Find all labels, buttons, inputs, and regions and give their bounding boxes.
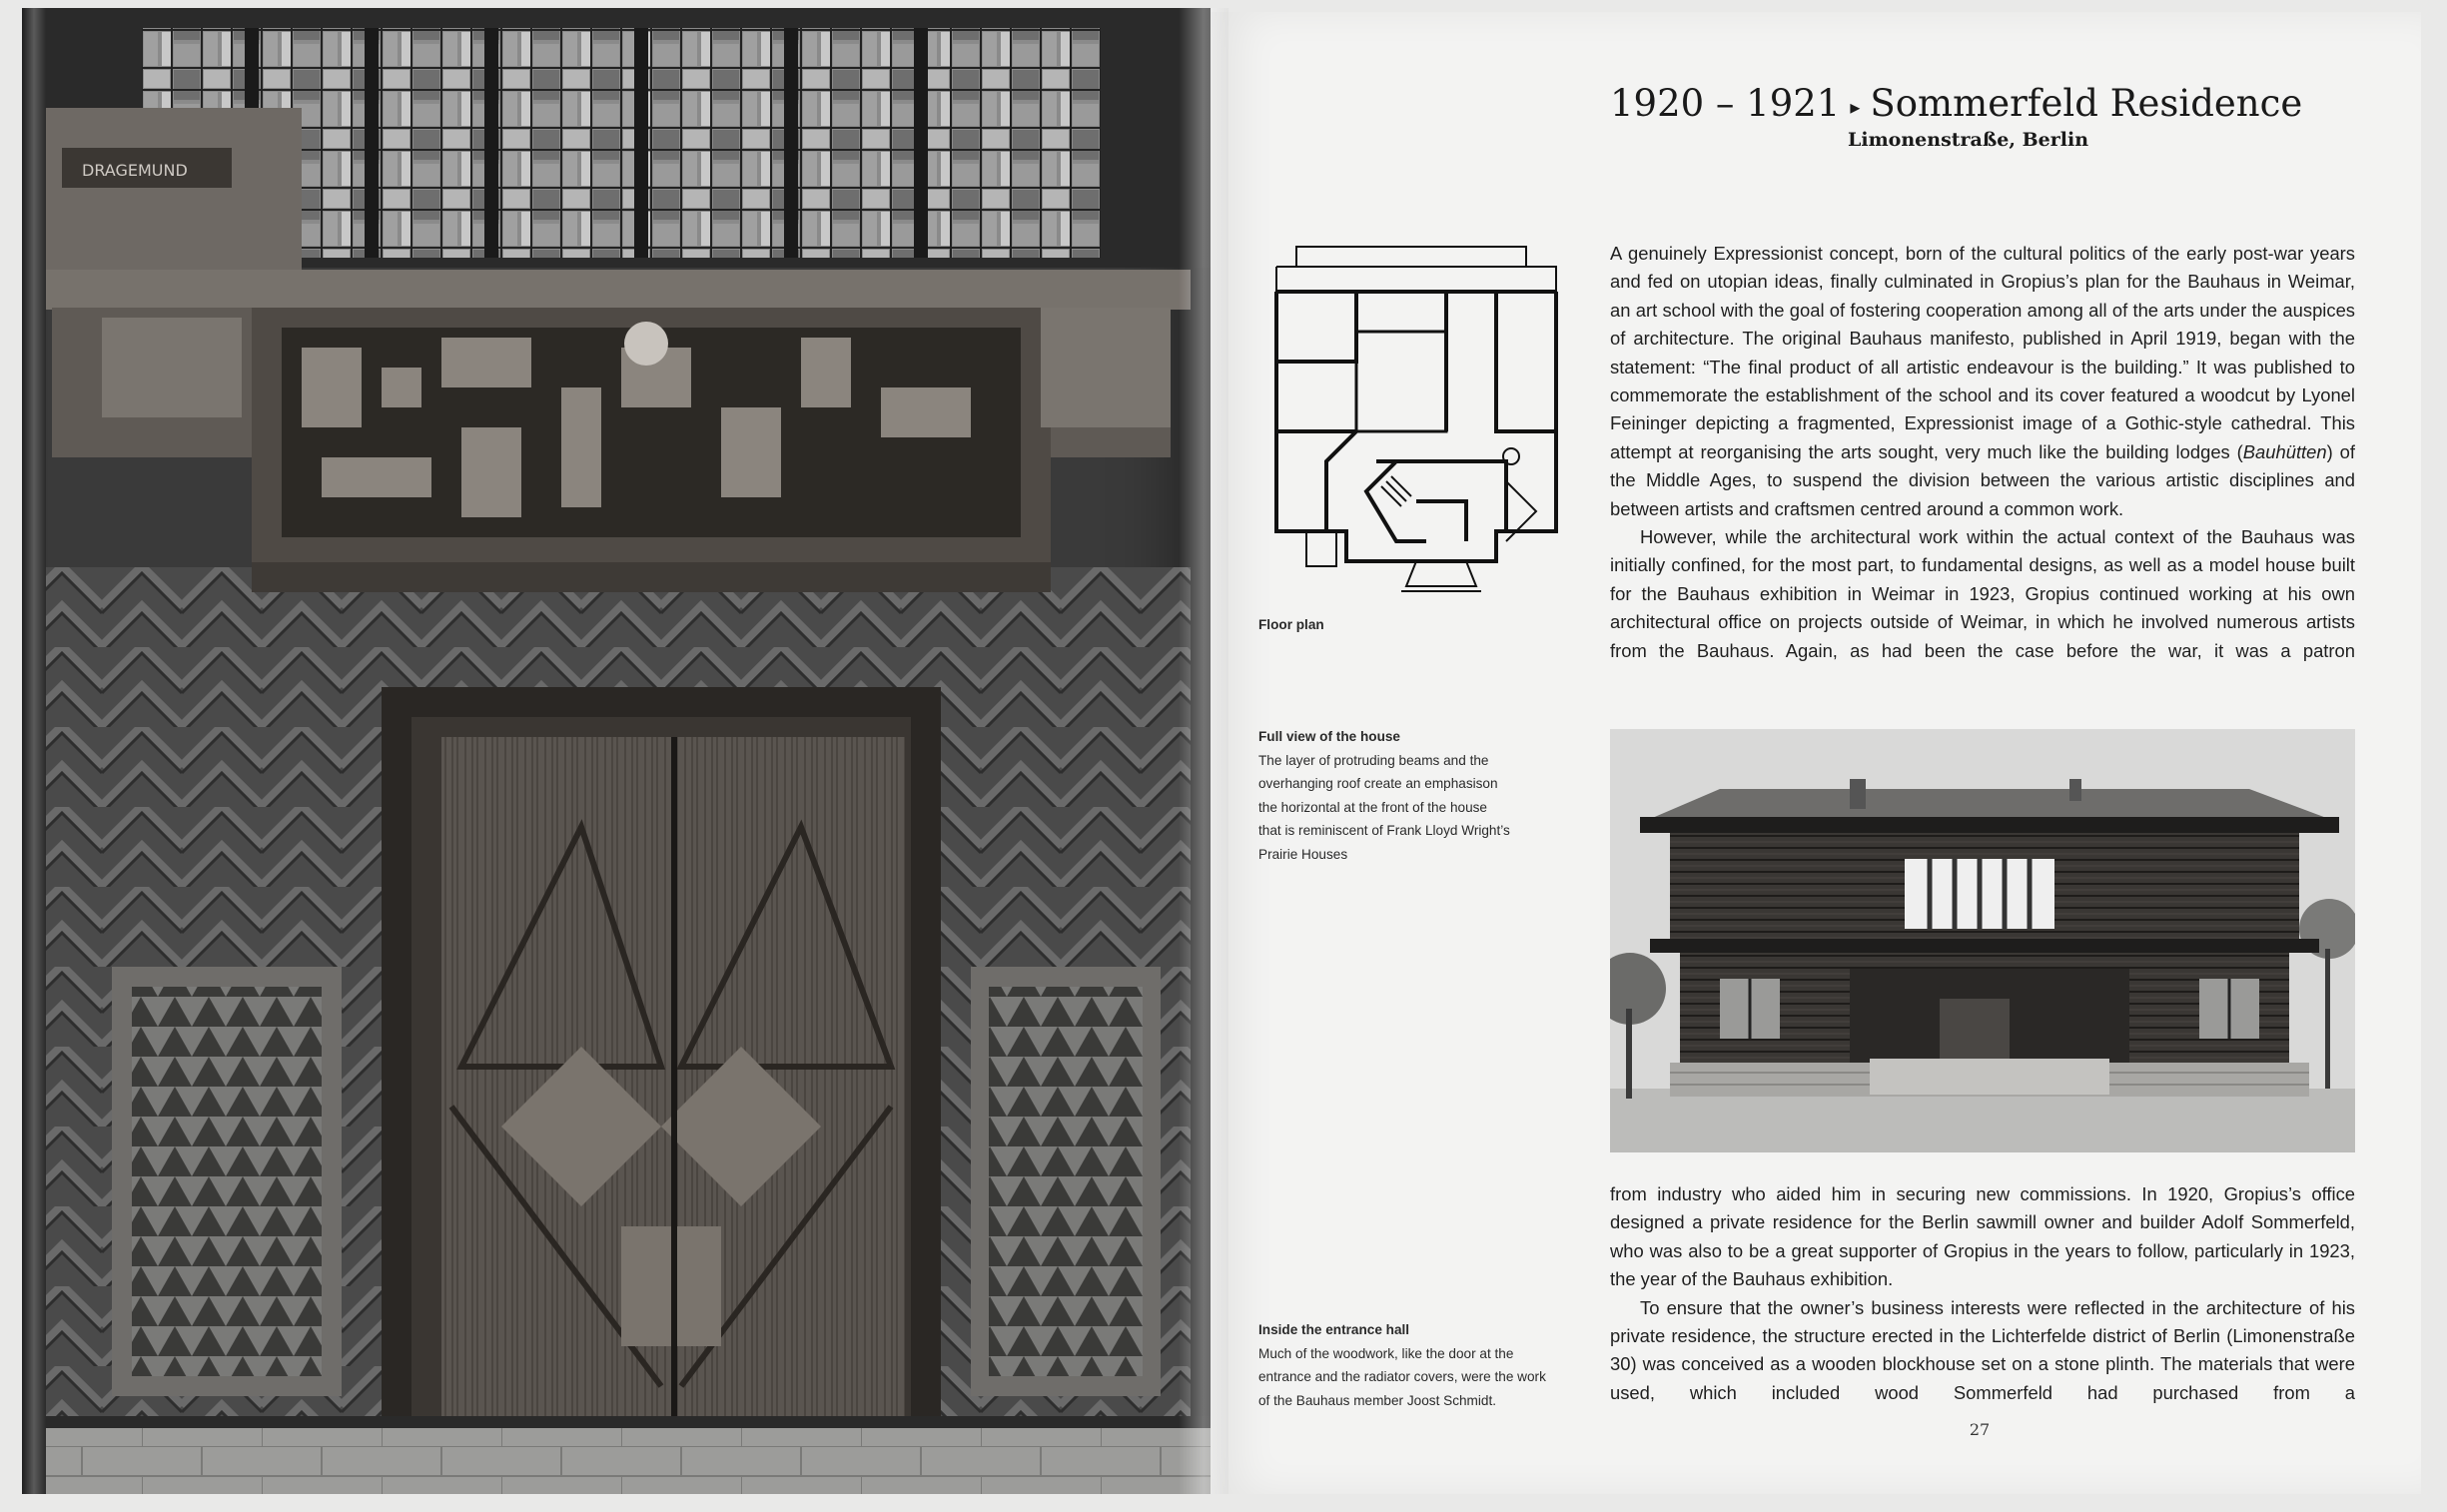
caption-line: Prairie Houses xyxy=(1258,846,1348,862)
body-text-span: A genuinely Expressionist concept, born of the cultural politics of the early post-war years and fed on utopian ideas, finally culminated in Gropius’s plan for the Bauhaus in Weimar, an art school with the goal of fostering cooperation among all of the arts under the auspices of architecture. The original Bauhaus manifesto, published in April 1919, began with the statement: “The final product of all artistic endeavour is the building.” It was published to commemorate the establishment of the school and its cover featured a woodcut by Lyonel Feininger depicting a fragmented, Expressionist image of a Gothic-style cathedral. This attempt at reorganising the arts sought, very much like the building lodges ( xyxy=(1610,243,2355,462)
caption-line: overhanging roof create an emphasison xyxy=(1258,776,1498,791)
body-text-bottom xyxy=(1610,1180,2355,1410)
page-heading xyxy=(1610,84,2349,151)
body-paragraph xyxy=(1610,240,2355,523)
heading-subtitle: Limonenstraße, Berlin xyxy=(1848,128,2089,151)
house-illustration xyxy=(1610,729,2355,1152)
body-text-top xyxy=(1610,240,2355,705)
caption-line: Much of the woodwork, like the door at the xyxy=(1258,1345,1514,1361)
caption-line: the horizontal at the front of the house xyxy=(1258,799,1487,815)
hall-caption xyxy=(1258,1318,1568,1412)
heading-title: Sommerfeld Residence xyxy=(1870,82,2303,125)
heading-years: 1920 – 1921 xyxy=(1610,82,1841,125)
house-photo xyxy=(1610,729,2355,1152)
house-caption-title: Full view of the house xyxy=(1258,729,1400,744)
carved-inscription: DRAGEMUND xyxy=(82,161,188,180)
house-caption xyxy=(1258,725,1568,866)
body-text-span: ) of the Middle Ages, to suspend the division between the various artistic disciplines and between artists and craftsmen centred around a common work. xyxy=(1610,440,2355,519)
book-gutter xyxy=(1179,8,1228,1494)
hall-caption-title: Inside the entrance hall xyxy=(1258,1322,1410,1337)
caption-line: The layer of protruding beams and the xyxy=(1258,752,1489,768)
title-line xyxy=(1610,84,2349,125)
entrance-hall-illustration xyxy=(22,8,1211,1494)
caption-line: of the Bauhaus member Joost Schmidt. xyxy=(1258,1392,1497,1408)
caption-line: that is reminiscent of Frank Lloyd Wright’s xyxy=(1258,823,1510,838)
body-paragraph: from industry who aided him in securing new commissions. In 1920, Gropius’s office designed a private residence for the Berlin sawmill owner and builder Adolf Sommerfeld, who was also to be a great supporter of Gropius in the years to follow, particularly in 1923, the year of the Bauhaus exhibition. xyxy=(1610,1183,2355,1290)
caption-line: entrance and the radiator covers, were the work xyxy=(1258,1369,1546,1384)
floor-plan-caption xyxy=(1258,613,1568,637)
floor-plan-drawing xyxy=(1266,242,1566,601)
body-paragraph: However, while the architectural work within the actual context of the Bauhaus was initially confined, for the most part, to fundamental designs, as well as a model house built for the Bauhaus exhibition in Weimar in 1923, Gropius continued working at his own architectural office on projects outside of Weimar, in which he involved numerous artists from the Bauhaus. Again, as had been the case before the war, it was a patron xyxy=(1610,526,2355,661)
entrance-hall-photo xyxy=(22,8,1211,1494)
floor-plan-caption-title: Floor plan xyxy=(1258,617,1324,632)
body-paragraph: To ensure that the owner’s business interests were reflected in the architecture of his private residence, the structure erected in the Lichterfelde district of Berlin (Limonenstraße 30) was conceived as a wooden blockhouse set on a stone plinth. The materials that were used, which included wood Sommerfeld had purchased from a xyxy=(1610,1296,2355,1403)
right-page xyxy=(1211,12,2421,1494)
left-page-edge xyxy=(22,8,46,1494)
body-text-italic: Bauhütten xyxy=(2242,440,2327,462)
page-number: 27 xyxy=(1969,1420,1991,1439)
heading-arrow-icon: ▸ xyxy=(1850,94,1861,119)
